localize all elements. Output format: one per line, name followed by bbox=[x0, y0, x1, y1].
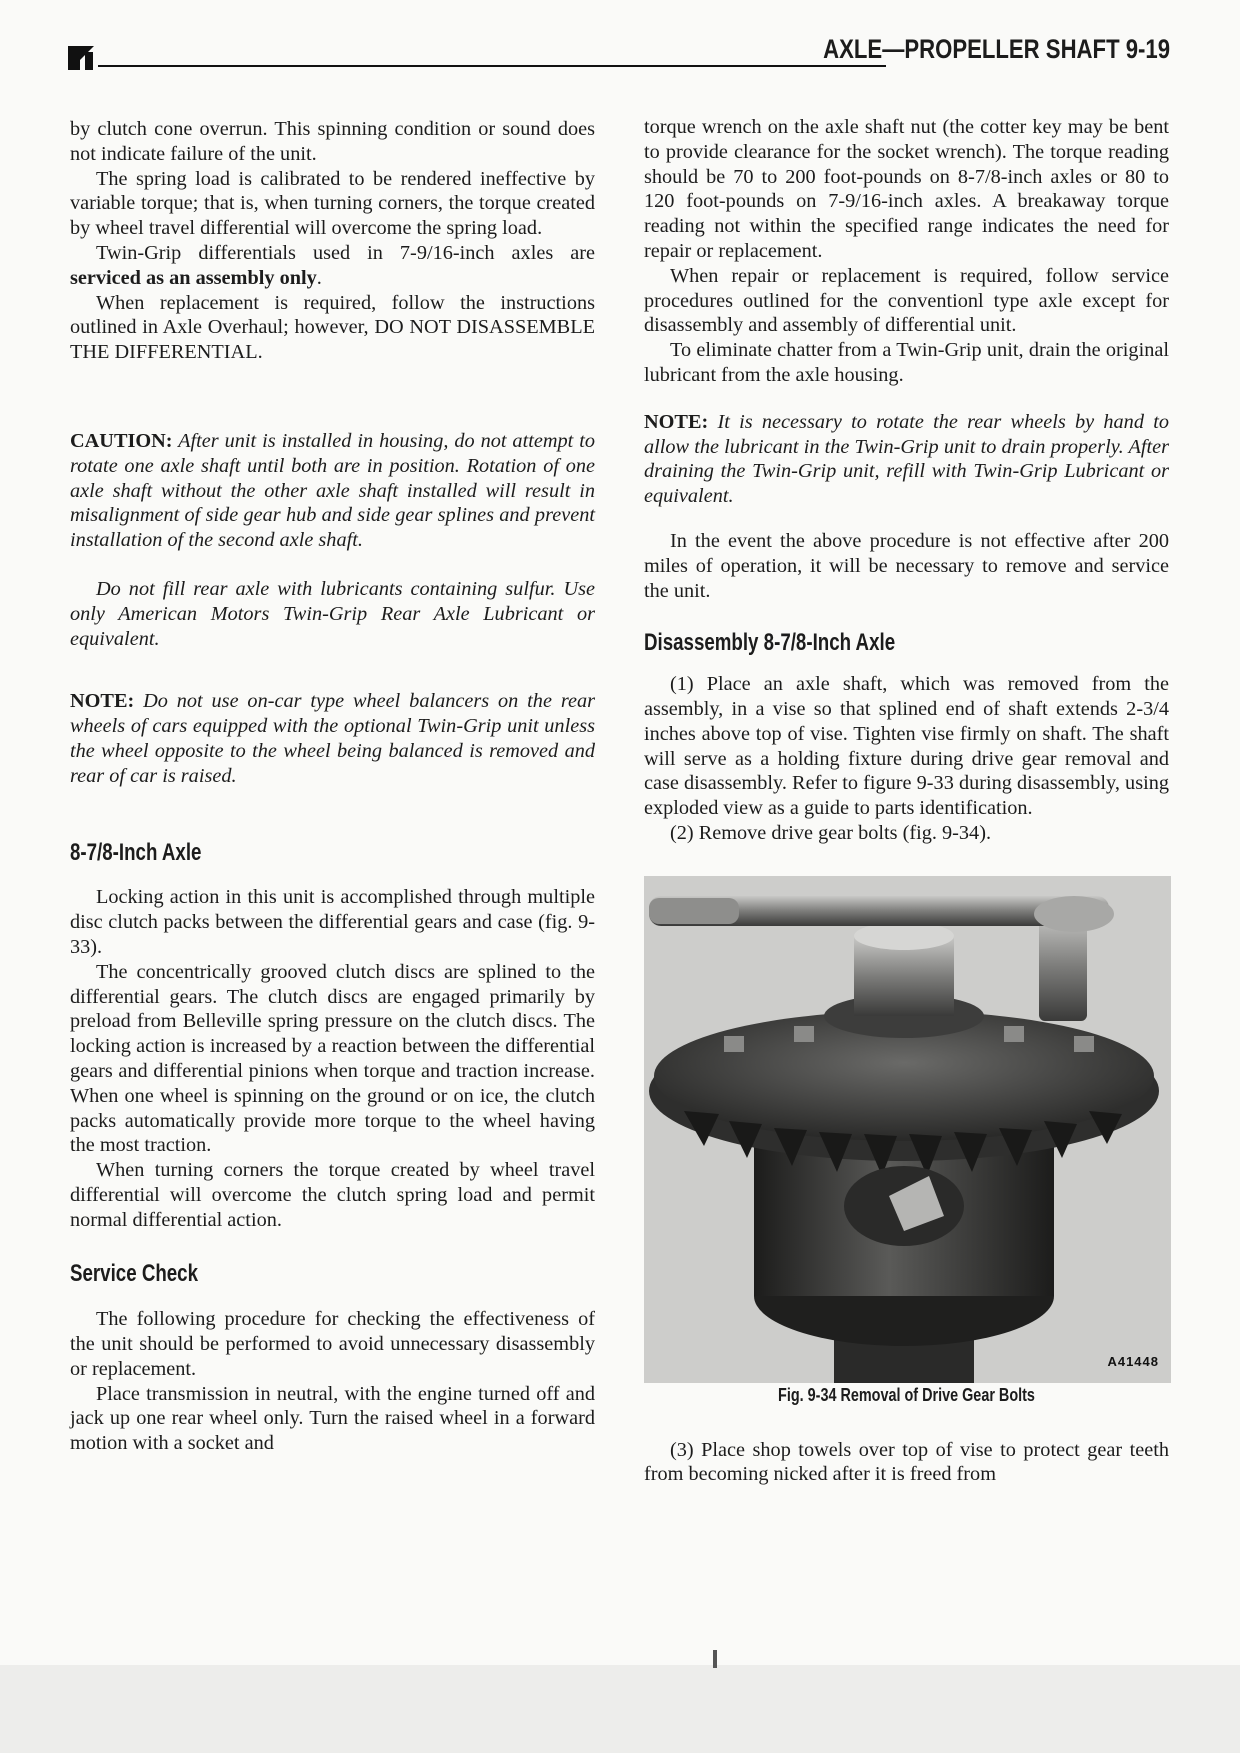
paragraph: The concentrically grooved clutch discs are splined to the differential gears. The clutch discs are engaged primarily by preload from Belleville spring pressure on the clutch discs. The locking action is increased by a reaction between the differential gears and differential pinions when torque and traction increase. When one wheel is spinning on the ground or on ice, the clutch packs automatically provide more torque to the wheel having the most traction. bbox=[70, 960, 595, 1157]
binding-mark bbox=[713, 1650, 717, 1668]
paragraph: The spring load is calibrated to be rendered ineffective by variable torque; that is, when turning corners, the torque created by wheel travel differential will overcome the spring load. bbox=[70, 167, 595, 240]
note-label: NOTE: bbox=[644, 410, 709, 433]
page-bottom-margin bbox=[0, 1665, 1240, 1753]
figure-caption: Fig. 9-34 Removal of Drive Gear Bolts bbox=[778, 1384, 1035, 1405]
text-run: . bbox=[316, 266, 322, 289]
caution-note-continued bbox=[70, 577, 595, 651]
header-rule bbox=[98, 65, 886, 67]
left-column bbox=[70, 117, 595, 1456]
paragraph: Locking action in this unit is accomplished through multiple disc clutch packs between the differential gears and case (fig. 9-33). bbox=[70, 886, 595, 958]
paragraph: In the event the above procedure is not effective after 200 miles of operation, it will be necessary to remove and service the unit. bbox=[644, 529, 1169, 602]
caution-note bbox=[70, 429, 595, 553]
differential-photo-illustration bbox=[644, 876, 1171, 1383]
procedure-step: (3) Place shop towels over top of vise to protect gear teeth from becoming nicked after it is freed from bbox=[644, 1438, 1169, 1486]
figure-drive-gear-bolts bbox=[644, 876, 1171, 1383]
section-heading: Disassembly 8-7/8-Inch Axle bbox=[644, 629, 896, 657]
right-column bbox=[644, 115, 1169, 1487]
procedure-step: (1) Place an axle shaft, which was removed from the assembly, in a vise so that splined end of shaft extends 2-3/4 inches above top of vise. Tighten vise firmly on shaft. The shaft will serve as a holding fixture during drive gear removal and case disassembly. Refer to figure 9-33 during disassembly, using exploded view as a guide to parts identification. bbox=[644, 673, 1169, 820]
note-text: It is necessary to rotate the rear wheels by hand to allow the lubricant in the Twin-Grip unit to drain properly. After draining the Twin-Grip unit, refill with Twin-Grip Lubricant or equivalent. bbox=[644, 410, 1169, 508]
figure-reference-code: A41448 bbox=[1107, 1353, 1159, 1369]
note bbox=[644, 410, 1169, 509]
text-run: Twin-Grip differentials used in 7-9/16-inch axles are bbox=[96, 241, 595, 264]
corner-mark-icon bbox=[68, 46, 94, 70]
paragraph bbox=[70, 241, 595, 291]
paragraph: When replacement is required, follow the instructions outlined in Axle Overhaul; however, DO NOT DISASSEMBLE THE DIFFERENTIAL. bbox=[70, 291, 595, 364]
paragraph: by clutch cone overrun. This spinning condition or sound does not indicate failure of the unit. bbox=[70, 118, 595, 165]
procedure-step: (2) Remove drive gear bolts (fig. 9-34). bbox=[670, 821, 992, 844]
caution-text: After unit is installed in housing, do not attempt to rotate one axle shaft until both are in position. Rotation of one axle shaft without the other axle shaft installed will result in misalignment of side gear hub and side gear splines and prevent installation of the second axle shaft. bbox=[70, 429, 595, 552]
section-heading: 8-7/8-Inch Axle bbox=[70, 838, 202, 866]
section-heading: Service Check bbox=[70, 1260, 199, 1288]
bold-text: serviced as an assembly only bbox=[70, 266, 317, 289]
paragraph: To eliminate chatter from a Twin-Grip unit, drain the original lubricant from the axle housing. bbox=[644, 339, 1169, 386]
page-header bbox=[68, 34, 1170, 74]
paragraph: When repair or replacement is required, follow service procedures outlined for the conventionl type axle except for disassembly and assembly of differential unit. bbox=[644, 264, 1169, 337]
caution-label: CAUTION: bbox=[70, 429, 173, 452]
paragraph: When turning corners the torque created by wheel travel differential will overcome the clutch spring load and permit normal differential action. bbox=[70, 1159, 595, 1231]
paragraph: torque wrench on the axle shaft nut (the cotter key may be bent to provide clearance for the socket wrench). The torque reading should be 70 to 200 foot-pounds on 8-7/8-inch axles or 80 to 120 foot-pounds on 7-9/16-inch axles. A breakaway torque reading not within the specified range indicates the need for repair or replacement. bbox=[644, 116, 1169, 262]
page-title: AXLE—PROPELLER SHAFT 9-19 bbox=[823, 34, 1170, 64]
caution-text: Do not fill rear axle with lubricants containing sulfur. Use only American Motors Twin-Grip Rear Axle Lubricant or equivalent. bbox=[70, 577, 595, 650]
note-text: Do not use on-car type wheel balancers on the rear wheels of cars equipped with the optional Twin-Grip unit unless the wheel opposite to the wheel being balanced is removed and rear of car is raised. bbox=[70, 690, 595, 787]
note bbox=[70, 689, 595, 788]
paragraph: Place transmission in neutral, with the engine turned off and jack up one rear wheel only. Turn the raised wheel in a forward motion with a socket and bbox=[70, 1382, 595, 1455]
note-label: NOTE: bbox=[70, 690, 135, 713]
paragraph: The following procedure for checking the effectiveness of the unit should be performed to avoid unnecessary disassembly or replacement. bbox=[70, 1308, 595, 1380]
